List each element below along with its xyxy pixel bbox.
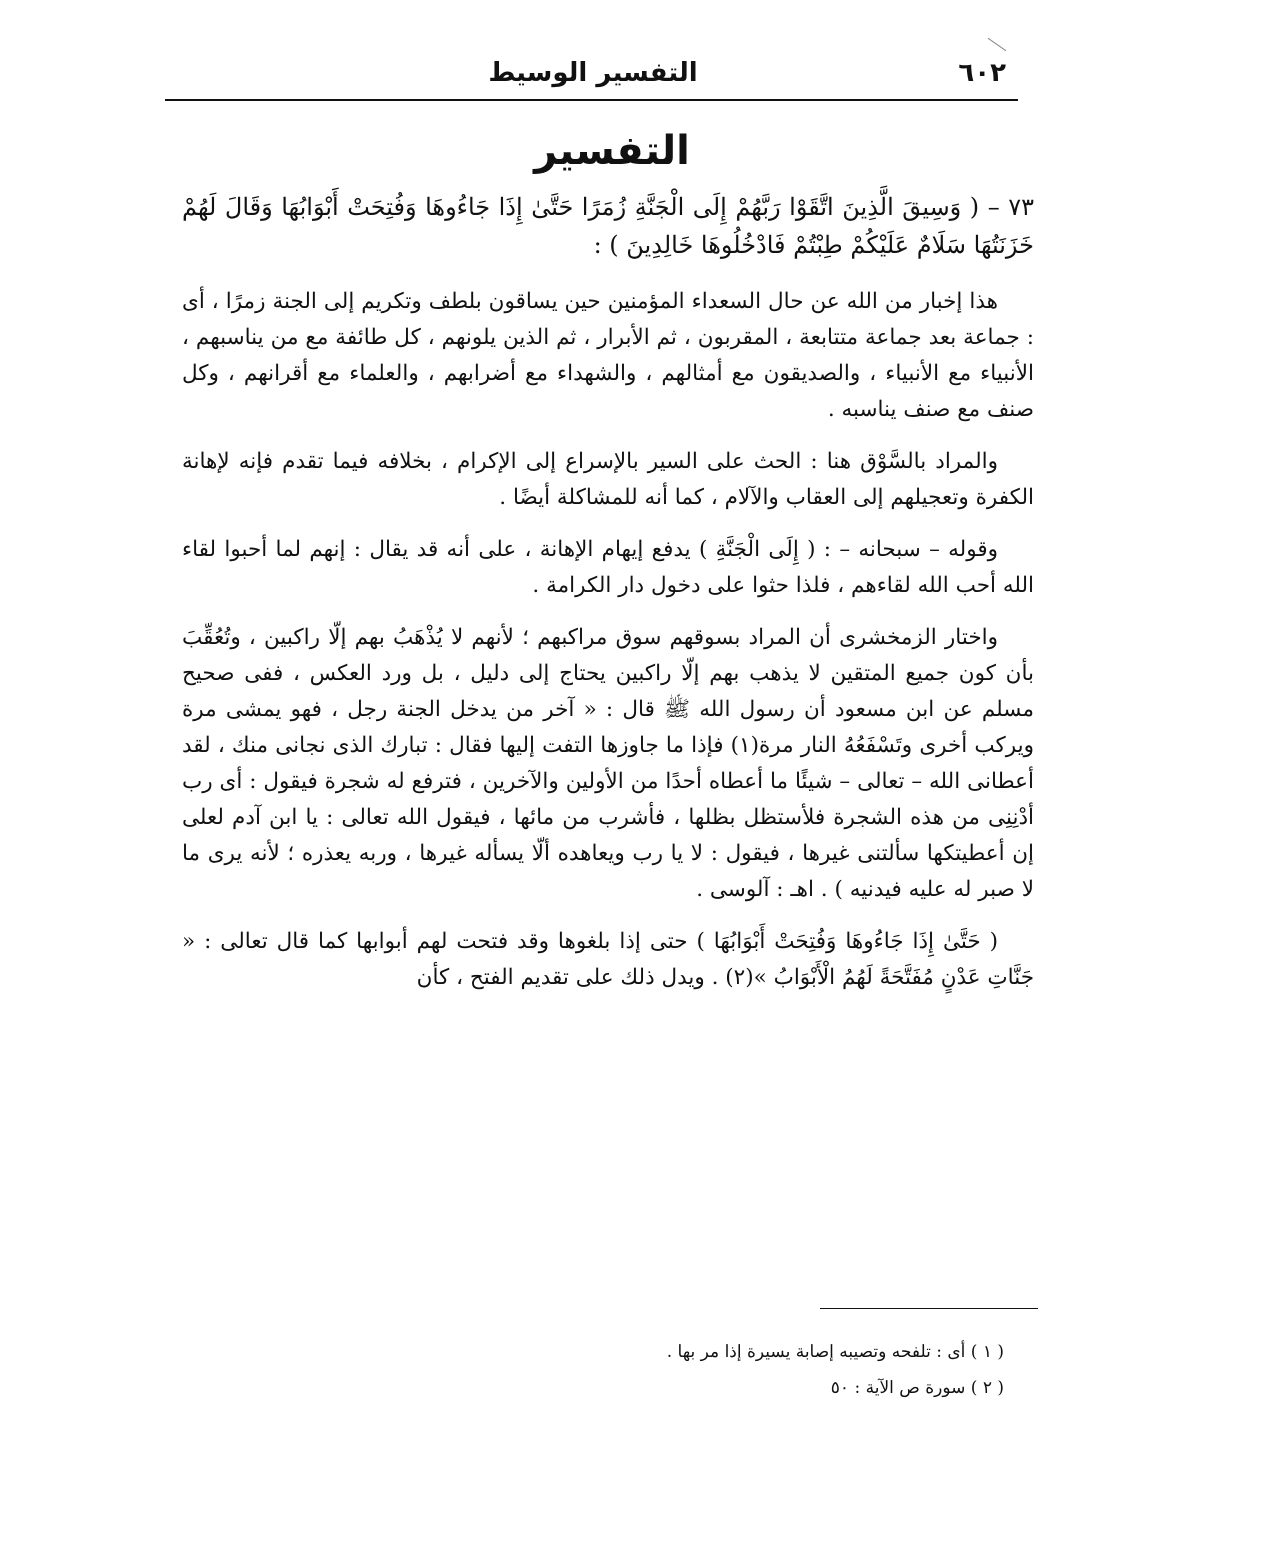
header-rule — [165, 99, 1018, 101]
footnote: ( ٢ ) سورة ص الآية : ٥٠ — [830, 1378, 1004, 1398]
paragraph: واختار الزمخشرى أن المراد بسوقهم سوق مراكبهم ؛ لأنهم لا يُذْهَبُ بهم إلّا راكبين ، وتُعُقِّبَ بأن كون جميع المتقين لا يذهب بهم إلّا راكبين يحتاج إلى دليل ، بل ورد العكس ، ففى صحيح مسلم عن ابن مسعود أن رسول الله ﷺ قال : « آخر من يدخل الجنة رجل ، فهو يمشى مرة ويركب أخرى وتَسْفَعُهُ النار مرة(١) فإذا ما جاوزها التفت إليها فقال : تبارك الذى نجانى منك ، لقد أعطانى الله – تعالى – شيئًا ما أعطاه أحدًا من الأولين والآخرين ، فترفع له شجرة فيقول : أى رب أدْنِنِى من هذه الشجرة فلأستظل بظلها ، فأشرب من مائها ، فيقول الله تعالى : يا ابن آدم لعلى إن أعطيتكها سألتنى غيرها ، فيقول : لا يا رب ويعاهده ألّا يسأله غيرها ، وربه يعذره ؛ لأنه يرى ما لا صبر له عليه فيدنيه ) . اهـ : آلوسى . — [182, 625, 1034, 902]
footnote: ( ١ ) أى : تلفحه وتصيبه إصابة يسيرة إذا مر بها . — [666, 1342, 1004, 1362]
footnote-rule — [820, 1308, 1038, 1309]
section-title: التفسير — [534, 128, 690, 174]
footnotes — [304, 1334, 1004, 1406]
paragraph: وقوله – سبحانه – : ( إِلَى الْجَنَّةِ ) يدفع إيهام الإهانة ، على أنه قد يقال : إنهم لما أحبوا لقاء الله أحب الله لقاءهم ، فلذا حثوا على دخول دار الكرامة . — [182, 537, 1034, 598]
running-head — [168, 58, 1018, 94]
running-title: التفسير الوسيط — [488, 58, 698, 88]
paragraph: والمراد بالسَّوْق هنا : الحث على السير بالإسراع إلى الإكرام ، بخلافه فيما تقدم فإنه لإهانة الكفرة وتعجيلهم إلى العقاب والآلام ، كما أنه للمشاكلة أيضًا . — [182, 449, 1034, 510]
scan-mark — [988, 38, 1007, 51]
page-number: ٦٠٢ — [958, 58, 1006, 88]
paragraph: هذا إخبار من الله عن حال السعداء المؤمنين حين يساقون بلطف وتكريم إلى الجنة زمرًا ، أى : جماعة بعد جماعة متتابعة ، المقربون ، ثم الأبرار ، ثم الذين يلونهم ، كل طائفة مع من يناسبهم ، الأنبياء مع الأنبياء ، والصديقون مع أمثالهم ، والشهداء مع أضرابهم ، والعلماء مع أقرانهم ، وكل صنف مع صنف يناسبه . — [182, 289, 1034, 422]
quran-verse: ٧٣ – ( وَسِيقَ الَّذِينَ اتَّقَوْا رَبَّهُمْ إِلَى الْجَنَّةِ زُمَرًا حَتَّىٰ إِذَا جَاءُوهَا وَفُتِحَتْ أَبْوَابُهَا وَقَالَ لَهُمْ خَزَنَتُهَا سَلَامٌ عَلَيْكُمْ طِبْتُمْ فَادْخُلُوهَا خَالِدِينَ ) : — [182, 193, 1034, 259]
paragraph: ( حَتَّىٰ إِذَا جَاءُوهَا وَفُتِحَتْ أَبْوَابُهَا ) حتى إذا بلغوها وقد فتحت لهم أبوابها كما قال تعالى : « جَنَّاتِ عَدْنٍ مُفَتَّحَةً لَهُمُ الْأَبْوَابُ »(٢) . ويدل ذلك على تقديم الفتح ، كأن — [182, 929, 1034, 990]
body-text — [182, 188, 1034, 996]
